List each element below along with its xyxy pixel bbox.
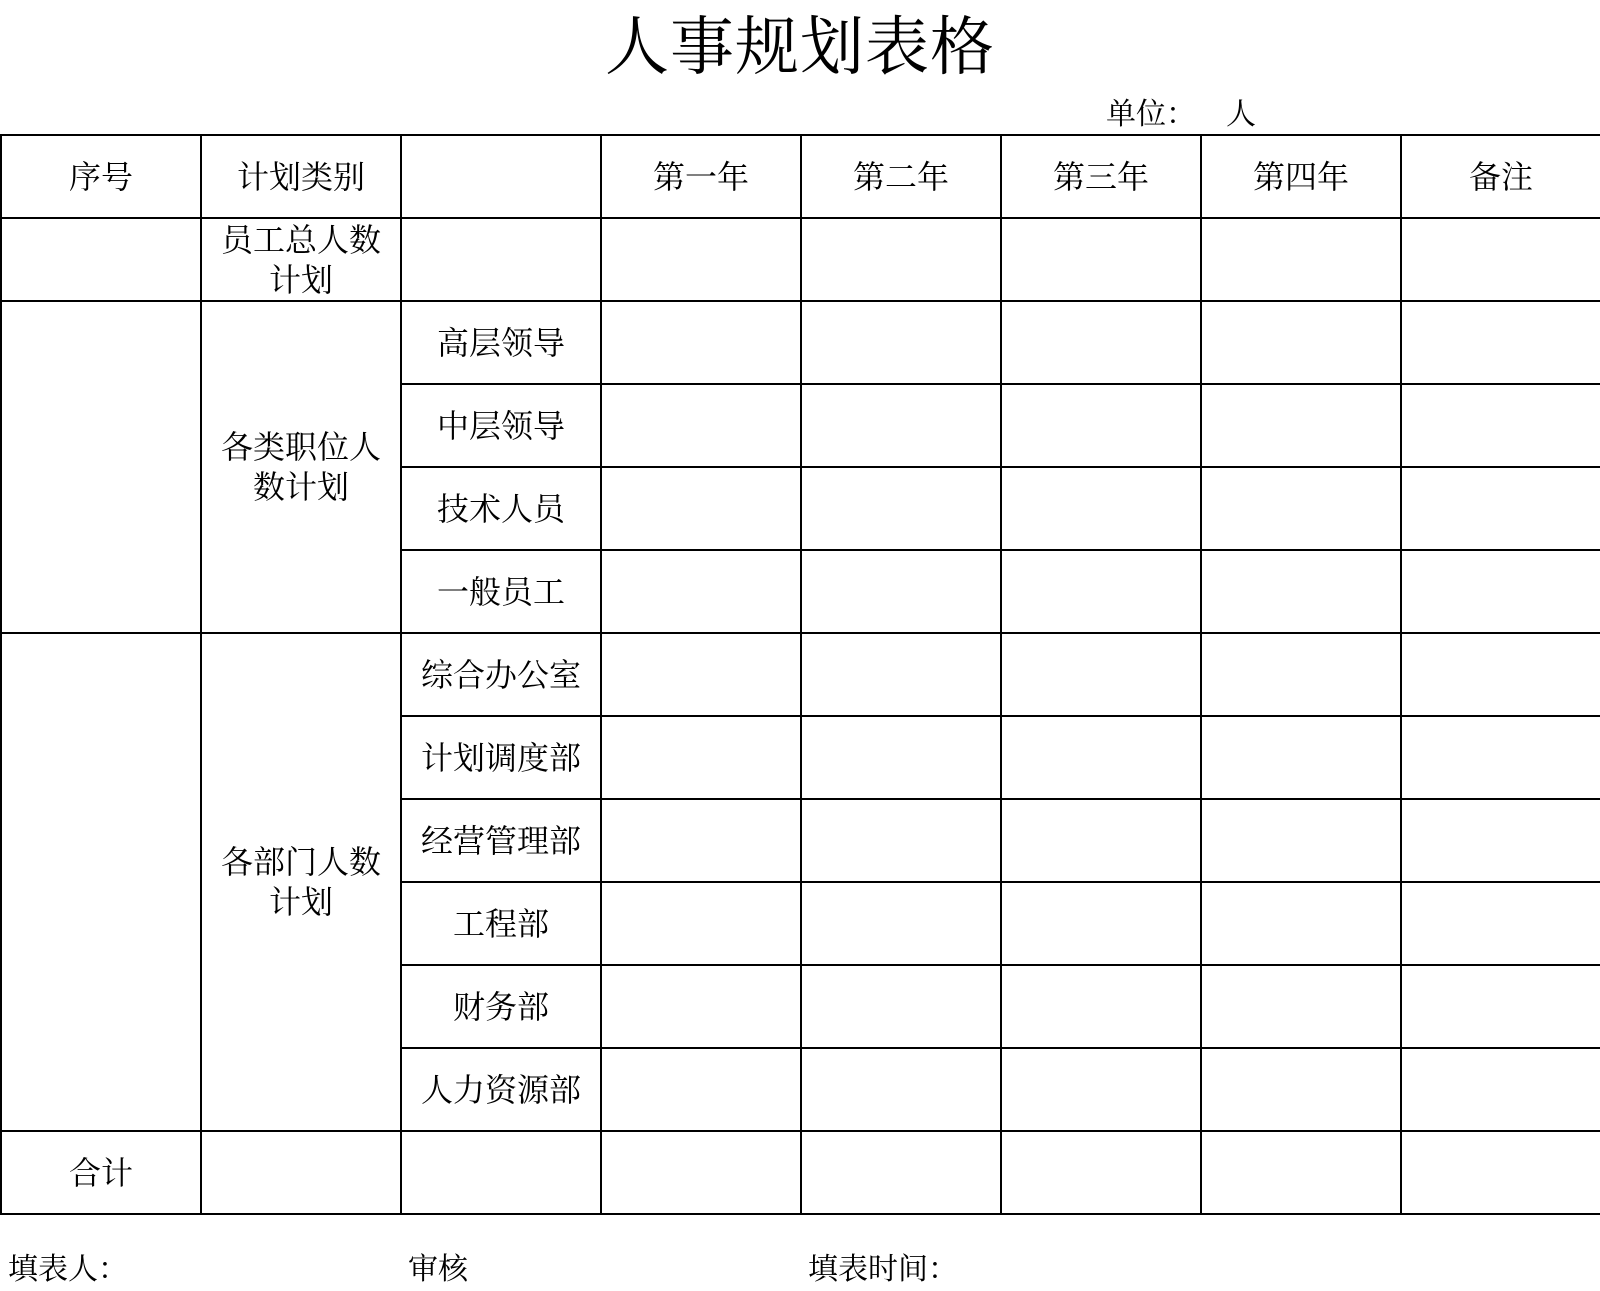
value-cell[interactable] <box>1001 550 1201 633</box>
sum-row <box>1 1131 1600 1214</box>
position-item: 技术人员 <box>401 467 601 550</box>
department-item: 综合办公室 <box>401 633 601 716</box>
value-cell[interactable] <box>1001 716 1201 799</box>
value-cell[interactable] <box>801 1048 1001 1131</box>
page-title: 人事规划表格 <box>605 11 995 85</box>
value-cell[interactable] <box>1001 882 1201 965</box>
department-group-label: 各部门人数计划 <box>201 633 401 1131</box>
value-cell[interactable] <box>1201 384 1401 467</box>
remark-cell[interactable] <box>1401 799 1600 882</box>
remark-cell[interactable] <box>1401 1048 1600 1131</box>
value-cell[interactable] <box>1201 1048 1401 1131</box>
fill-time-label: 填表时间： <box>808 1252 958 1287</box>
value-cell[interactable] <box>1201 965 1401 1048</box>
seq-cell[interactable] <box>1 301 201 633</box>
filler-label: 填表人： <box>8 1252 128 1287</box>
value-cell[interactable] <box>801 965 1001 1048</box>
value-cell[interactable] <box>1001 799 1201 882</box>
value-cell[interactable] <box>1201 467 1401 550</box>
header-year2: 第二年 <box>801 135 1001 218</box>
header-seq: 序号 <box>1 135 201 218</box>
value-cell[interactable] <box>601 1048 801 1131</box>
sum-cell[interactable] <box>1001 1131 1201 1214</box>
sum-cell[interactable] <box>801 1131 1001 1214</box>
remark-cell[interactable] <box>1401 882 1600 965</box>
sum-cell[interactable] <box>601 1131 801 1214</box>
sum-cell[interactable] <box>1401 1131 1600 1214</box>
value-cell[interactable] <box>601 716 801 799</box>
remark-cell[interactable] <box>1401 550 1600 633</box>
value-cell[interactable] <box>1201 799 1401 882</box>
value-cell[interactable] <box>1201 301 1401 384</box>
seq-cell[interactable] <box>1 633 201 1131</box>
remark-cell[interactable] <box>1401 467 1600 550</box>
value-cell[interactable] <box>601 218 801 301</box>
value-cell[interactable] <box>1201 550 1401 633</box>
header-year1: 第一年 <box>601 135 801 218</box>
value-cell[interactable] <box>801 301 1001 384</box>
department-item: 财务部 <box>401 965 601 1048</box>
value-cell[interactable] <box>1001 1048 1201 1131</box>
header-row <box>1 135 1600 218</box>
department-item: 经营管理部 <box>401 799 601 882</box>
value-cell[interactable] <box>601 965 801 1048</box>
value-cell[interactable] <box>601 467 801 550</box>
value-cell[interactable] <box>1001 218 1201 301</box>
value-cell[interactable] <box>601 882 801 965</box>
total-plan-label: 员工总人数计划 <box>201 218 401 301</box>
unit-label-text: 单位： <box>1106 97 1196 132</box>
remark-cell[interactable] <box>1401 716 1600 799</box>
value-cell[interactable] <box>801 550 1001 633</box>
planning-table <box>0 134 1600 1215</box>
value-cell[interactable] <box>1201 882 1401 965</box>
value-cell[interactable] <box>801 384 1001 467</box>
value-cell[interactable] <box>1201 633 1401 716</box>
value-cell[interactable] <box>801 218 1001 301</box>
value-cell[interactable] <box>1201 218 1401 301</box>
reviewer-label: 审核 <box>408 1252 468 1287</box>
position-item: 高层领导 <box>401 301 601 384</box>
value-cell[interactable] <box>801 799 1001 882</box>
remark-cell[interactable] <box>1401 218 1600 301</box>
value-cell[interactable] <box>801 882 1001 965</box>
sub-cell[interactable] <box>401 218 601 301</box>
remark-cell[interactable] <box>1401 633 1600 716</box>
sum-cell[interactable] <box>1201 1131 1401 1214</box>
remark-cell[interactable] <box>1401 301 1600 384</box>
header-subcategory <box>401 135 601 218</box>
value-cell[interactable] <box>601 633 801 716</box>
position-group-label: 各类职位人数计划 <box>201 301 401 633</box>
value-cell[interactable] <box>1001 301 1201 384</box>
position-item: 一般员工 <box>401 550 601 633</box>
remark-cell[interactable] <box>1401 384 1600 467</box>
department-item: 计划调度部 <box>401 716 601 799</box>
seq-cell[interactable] <box>1 218 201 301</box>
value-cell[interactable] <box>1201 716 1401 799</box>
header-category: 计划类别 <box>201 135 401 218</box>
table-row <box>1 301 1600 384</box>
remark-cell[interactable] <box>1401 965 1600 1048</box>
value-cell[interactable] <box>601 550 801 633</box>
value-cell[interactable] <box>1001 965 1201 1048</box>
header-remark: 备注 <box>1401 135 1600 218</box>
table-row <box>1 218 1600 301</box>
sum-cell[interactable] <box>401 1131 601 1214</box>
value-cell[interactable] <box>801 467 1001 550</box>
department-item: 人力资源部 <box>401 1048 601 1131</box>
value-cell[interactable] <box>601 384 801 467</box>
table-row <box>1 633 1600 716</box>
unit-value: 人 <box>1226 97 1256 132</box>
value-cell[interactable] <box>1001 384 1201 467</box>
value-cell[interactable] <box>801 716 1001 799</box>
value-cell[interactable] <box>1001 633 1201 716</box>
position-item: 中层领导 <box>401 384 601 467</box>
value-cell[interactable] <box>801 633 1001 716</box>
unit-label <box>1106 95 1256 135</box>
value-cell[interactable] <box>601 301 801 384</box>
header-year4: 第四年 <box>1201 135 1401 218</box>
sum-cell[interactable] <box>201 1131 401 1214</box>
value-cell[interactable] <box>1001 467 1201 550</box>
department-item: 工程部 <box>401 882 601 965</box>
header-year3: 第三年 <box>1001 135 1201 218</box>
sum-label: 合计 <box>1 1131 201 1214</box>
value-cell[interactable] <box>601 799 801 882</box>
